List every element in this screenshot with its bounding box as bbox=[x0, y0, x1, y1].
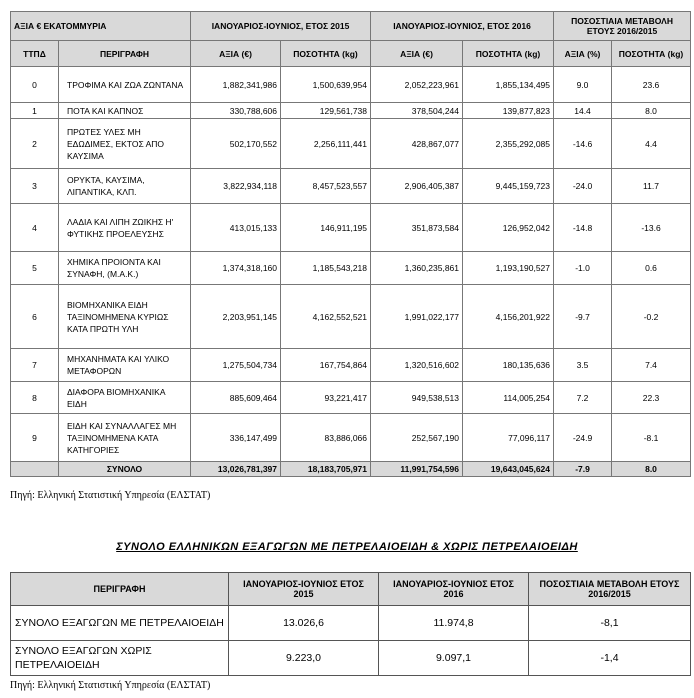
summary-column-header: ΠΟΣΟΣΤΙΑΙΑ ΜΕΤΑΒΟΛΗ ΕΤΟΥΣ 2016/2015 bbox=[529, 573, 691, 606]
column-header: ΑΞΙΑ (€) bbox=[371, 41, 463, 67]
value-2015-cell: 1,882,341,986 bbox=[191, 67, 281, 103]
column-header: ΑΞΙΑ (%) bbox=[554, 41, 612, 67]
quantity-change-cell: 0.6 bbox=[612, 252, 691, 285]
value-change-cell: 3.5 bbox=[554, 349, 612, 382]
description-cell: ΟΡΥΚΤΑ, ΚΑΥΣΙΜΑ, ΛΙΠΑΝΤΙΚΑ, ΚΛΠ. bbox=[59, 169, 191, 204]
code-cell: 4 bbox=[11, 204, 59, 252]
quantity-2016-cell: 9,445,159,723 bbox=[463, 169, 554, 204]
value-2015-cell: 336,147,499 bbox=[191, 414, 281, 462]
column-header: ΠΕΡΙΓΡΑΦΗ bbox=[59, 41, 191, 67]
table-row bbox=[11, 103, 691, 119]
value-2015-cell: 502,170,552 bbox=[191, 119, 281, 169]
summary-change: -8,1 bbox=[529, 606, 691, 641]
table-row bbox=[11, 382, 691, 414]
table-row bbox=[11, 414, 691, 462]
summary-table bbox=[10, 572, 691, 676]
quantity-change-cell: 4.4 bbox=[612, 119, 691, 169]
value-change-cell: -24.0 bbox=[554, 169, 612, 204]
summary-row bbox=[11, 641, 691, 676]
value-2016-cell: 351,873,584 bbox=[371, 204, 463, 252]
description-cell: ΒΙΟΜΗΧΑΝΙΚΑ ΕΙΔΗ ΤΑΞΙΝΟΜΗΜΕΝΑ ΚΥΡΙΩΣ ΚΑΤΑ ΠΡΩΤΗ ΥΛΗ bbox=[59, 285, 191, 349]
description-cell: ΕΙΔΗ ΚΑΙ ΣΥΝΑΛΛΑΓΕΣ ΜΗ ΤΑΞΙΝΟΜΗΜΕΝΑ ΚΑΤΑ ΚΑΤΗΓΟΡΙΕΣ bbox=[59, 414, 191, 462]
value-2016-cell: 1,360,235,861 bbox=[371, 252, 463, 285]
column-header: ΠΟΣΟΤΗΤΑ (kg) bbox=[612, 41, 691, 67]
column-header: ΠΟΣΟΤΗΤΑ (kg) bbox=[281, 41, 371, 67]
summary-change: -1,4 bbox=[529, 641, 691, 676]
value-2016-cell: 428,867,077 bbox=[371, 119, 463, 169]
value-2016-cell: 2,052,223,961 bbox=[371, 67, 463, 103]
quantity-change-cell: 8.0 bbox=[612, 103, 691, 119]
total-quantity-2015: 18,183,705,971 bbox=[281, 462, 371, 477]
description-cell: ΛΑΔΙΑ ΚΑΙ ΛΙΠΗ ΖΩΙΚΗΣ Η' ΦΥΤΙΚΗΣ ΠΡΟΕΛΕΥΣΗΣ bbox=[59, 204, 191, 252]
value-2015-cell: 413,015,133 bbox=[191, 204, 281, 252]
quantity-2015-cell: 8,457,523,557 bbox=[281, 169, 371, 204]
quantity-2016-cell: 77,096,117 bbox=[463, 414, 554, 462]
quantity-2016-cell: 1,855,134,495 bbox=[463, 67, 554, 103]
value-2016-cell: 252,567,190 bbox=[371, 414, 463, 462]
table-row bbox=[11, 119, 691, 169]
quantity-change-cell: -13.6 bbox=[612, 204, 691, 252]
description-cell: ΤΡΟΦΙΜΑ ΚΑΙ ΖΩΑ ΖΩΝΤΑΝΑ bbox=[59, 67, 191, 103]
table-header-row bbox=[11, 12, 691, 41]
quantity-2016-cell: 4,156,201,922 bbox=[463, 285, 554, 349]
quantity-2016-cell: 2,355,292,085 bbox=[463, 119, 554, 169]
quantity-change-cell: -0.2 bbox=[612, 285, 691, 349]
description-cell: ΠΟΤΑ ΚΑΙ ΚΑΠΝΟΣ bbox=[59, 103, 191, 119]
table-row bbox=[11, 285, 691, 349]
change-header: ΠΟΣΟΣΤΙΑΙΑ ΜΕΤΑΒΟΛΗ ΕΤΟΥΣ 2016/2015 bbox=[554, 12, 691, 41]
value-2016-cell: 1,320,516,602 bbox=[371, 349, 463, 382]
quantity-2015-cell: 129,561,738 bbox=[281, 103, 371, 119]
quantity-2015-cell: 4,162,552,521 bbox=[281, 285, 371, 349]
column-header-row bbox=[11, 41, 691, 67]
description-cell: ΠΡΩΤΕΣ ΥΛΕΣ ΜΗ ΕΔΩΔΙΜΕΣ, ΕΚΤΟΣ ΑΠΟ ΚΑΥΣΙΜΑ bbox=[59, 119, 191, 169]
code-cell: 1 bbox=[11, 103, 59, 119]
table-row bbox=[11, 67, 691, 103]
value-2015-cell: 3,822,934,118 bbox=[191, 169, 281, 204]
quantity-change-cell: 22.3 bbox=[612, 382, 691, 414]
value-2016-cell: 1,991,022,177 bbox=[371, 285, 463, 349]
quantity-2016-cell: 126,952,042 bbox=[463, 204, 554, 252]
total-value-change: -7.9 bbox=[554, 462, 612, 477]
summary-2016: 9.097,1 bbox=[379, 641, 529, 676]
summary-row bbox=[11, 606, 691, 641]
value-2016-cell: 2,906,405,387 bbox=[371, 169, 463, 204]
description-cell: ΧΗΜΙΚΑ ΠΡΟΙΟΝΤΑ ΚΑΙ ΣΥΝΑΦΗ, (Μ.Α.Κ.) bbox=[59, 252, 191, 285]
total-value-2016: 11,991,754,596 bbox=[371, 462, 463, 477]
total-row bbox=[11, 462, 691, 477]
value-change-cell: -14.6 bbox=[554, 119, 612, 169]
value-change-cell: 9.0 bbox=[554, 67, 612, 103]
quantity-2015-cell: 167,754,864 bbox=[281, 349, 371, 382]
section-heading: ΣΥΝΟΛΟ ΕΛΛΗΝΙΚΩΝ ΕΞΑΓΩΓΩΝ ΜΕ ΠΕΤΡΕΛΑΙΟΕΙΔΗ & ΧΩΡΙΣ ΠΕΤΡΕΛΑΙΟΕΙΔΗ bbox=[116, 541, 578, 553]
value-2015-cell: 1,275,504,734 bbox=[191, 349, 281, 382]
quantity-2016-cell: 1,193,190,527 bbox=[463, 252, 554, 285]
code-cell: 0 bbox=[11, 67, 59, 103]
code-cell: 6 bbox=[11, 285, 59, 349]
value-2015-cell: 1,374,318,160 bbox=[191, 252, 281, 285]
summary-description: ΣΥΝΟΛΟ ΕΞΑΓΩΓΩΝ ΧΩΡΙΣ ΠΕΤΡΕΛΑΙΟΕΙΔΗ bbox=[11, 641, 229, 676]
quantity-change-cell: 23.6 bbox=[612, 67, 691, 103]
code-cell: 9 bbox=[11, 414, 59, 462]
period-2015-header: ΙΑΝΟΥΑΡΙΟΣ-ΙΟΥΝΙΟΣ, ΕΤΟΣ 2015 bbox=[191, 12, 371, 41]
column-header: ΑΞΙΑ (€) bbox=[191, 41, 281, 67]
code-cell: 7 bbox=[11, 349, 59, 382]
total-quantity-2016: 19,643,045,624 bbox=[463, 462, 554, 477]
quantity-change-cell: 11.7 bbox=[612, 169, 691, 204]
summary-2015: 9.223,0 bbox=[229, 641, 379, 676]
total-label: ΣΥΝΟΛΟ bbox=[59, 462, 191, 477]
quantity-2015-cell: 2,256,111,441 bbox=[281, 119, 371, 169]
source-note: Πηγή: Ελληνική Στατιστική Υπηρεσία (ΕΛΣΤΑΤ) bbox=[10, 490, 211, 501]
value-change-cell: -1.0 bbox=[554, 252, 612, 285]
source-note-2: Πηγή: Ελληνική Στατιστική Υπηρεσία (ΕΛΣΤΑΤ) bbox=[10, 680, 211, 691]
value-change-cell: 7.2 bbox=[554, 382, 612, 414]
total-quantity-change: 8.0 bbox=[612, 462, 691, 477]
quantity-2015-cell: 1,185,543,218 bbox=[281, 252, 371, 285]
value-2016-cell: 378,504,244 bbox=[371, 103, 463, 119]
value-2015-cell: 885,609,464 bbox=[191, 382, 281, 414]
summary-2016: 11.974,8 bbox=[379, 606, 529, 641]
value-2015-cell: 2,203,951,145 bbox=[191, 285, 281, 349]
table-row bbox=[11, 204, 691, 252]
description-cell: ΔΙΑΦΟΡΑ ΒΙΟΜΗΧΑΝΙΚΑ ΕΙΔΗ bbox=[59, 382, 191, 414]
value-change-cell: -9.7 bbox=[554, 285, 612, 349]
total-value-2015: 13,026,781,397 bbox=[191, 462, 281, 477]
code-cell: 3 bbox=[11, 169, 59, 204]
code-cell: 5 bbox=[11, 252, 59, 285]
value-change-cell: 14.4 bbox=[554, 103, 612, 119]
quantity-2016-cell: 180,135,636 bbox=[463, 349, 554, 382]
quantity-2015-cell: 146,911,195 bbox=[281, 204, 371, 252]
corner-header: ΑΞΙΑ € ΕΚΑΤΟΜΜΥΡΙΑ bbox=[11, 12, 191, 41]
summary-column-header: ΙΑΝΟΥΑΡΙΟΣ-ΙΟΥΝΙΟΣ ΕΤΟΣ 2016 bbox=[379, 573, 529, 606]
exports-by-category-table bbox=[10, 11, 691, 477]
value-change-cell: -24.9 bbox=[554, 414, 612, 462]
table-row bbox=[11, 169, 691, 204]
column-header: ΤΤΠΔ bbox=[11, 41, 59, 67]
quantity-2015-cell: 83,886,066 bbox=[281, 414, 371, 462]
quantity-change-cell: -8.1 bbox=[612, 414, 691, 462]
summary-2015: 13.026,6 bbox=[229, 606, 379, 641]
value-change-cell: -14.8 bbox=[554, 204, 612, 252]
summary-column-header: ΠΕΡΙΓΡΑΦΗ bbox=[11, 573, 229, 606]
quantity-2016-cell: 139,877,823 bbox=[463, 103, 554, 119]
table-row bbox=[11, 252, 691, 285]
quantity-2016-cell: 114,005,254 bbox=[463, 382, 554, 414]
code-cell: 8 bbox=[11, 382, 59, 414]
total-code-cell bbox=[11, 462, 59, 477]
summary-header-row bbox=[11, 573, 691, 606]
description-cell: ΜΗΧΑΝΗΜΑΤΑ ΚΑΙ ΥΛΙΚΟ ΜΕΤΑΦΟΡΩΝ bbox=[59, 349, 191, 382]
quantity-2015-cell: 1,500,639,954 bbox=[281, 67, 371, 103]
column-header: ΠΟΣΟΤΗΤΑ (kg) bbox=[463, 41, 554, 67]
quantity-2015-cell: 93,221,417 bbox=[281, 382, 371, 414]
table-row bbox=[11, 349, 691, 382]
summary-column-header: ΙΑΝΟΥΑΡΙΟΣ-ΙΟΥΝΙΟΣ ΕΤΟΣ 2015 bbox=[229, 573, 379, 606]
value-2016-cell: 949,538,513 bbox=[371, 382, 463, 414]
period-2016-header: ΙΑΝΟΥΑΡΙΟΣ-ΙΟΥΝΙΟΣ, ΕΤΟΣ 2016 bbox=[371, 12, 554, 41]
quantity-change-cell: 7.4 bbox=[612, 349, 691, 382]
summary-description: ΣΥΝΟΛΟ ΕΞΑΓΩΓΩΝ ΜΕ ΠΕΤΡΕΛΑΙΟΕΙΔΗ bbox=[11, 606, 229, 641]
value-2015-cell: 330,788,606 bbox=[191, 103, 281, 119]
code-cell: 2 bbox=[11, 119, 59, 169]
